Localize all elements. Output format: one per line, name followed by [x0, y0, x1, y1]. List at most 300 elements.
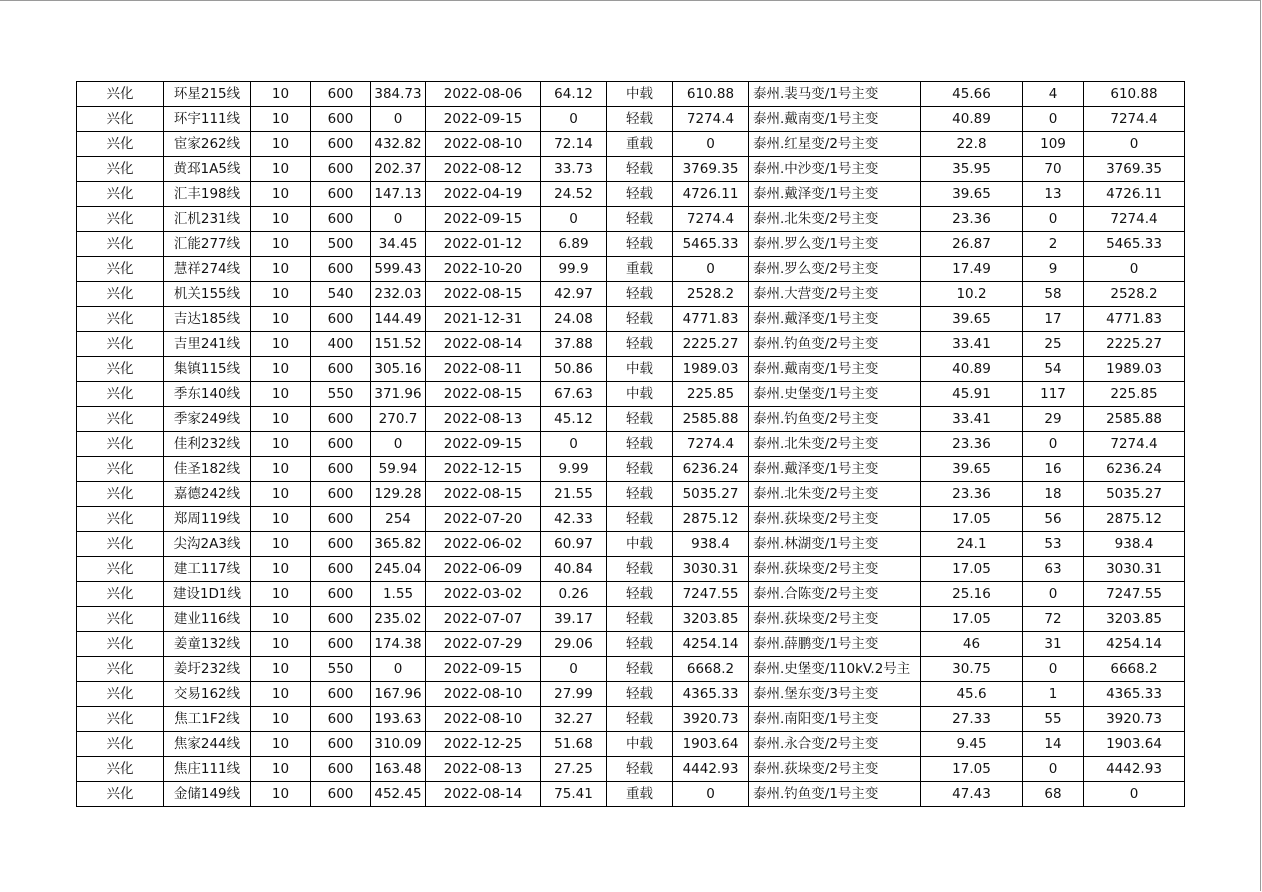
substation-transformer-cell: 泰州.钓鱼变/1号主变 — [749, 782, 921, 807]
voltage-cell: 10 — [251, 682, 311, 707]
current-cell: 193.63 — [371, 707, 426, 732]
voltage-cell: 10 — [251, 132, 311, 157]
region-cell: 兴化 — [77, 282, 164, 307]
capacity-cell: 225.85 — [673, 382, 749, 407]
line-name-cell: 环星215线 — [164, 82, 251, 107]
date-cell: 2022-08-13 — [426, 757, 541, 782]
available-capacity-cell: 6668.2 — [1084, 657, 1185, 682]
substation-transformer-cell: 泰州.大营变/2号主变 — [749, 282, 921, 307]
line-name-cell: 汇能277线 — [164, 232, 251, 257]
capacity-cell: 0 — [673, 132, 749, 157]
substation-transformer-cell: 泰州.罗么变/1号主变 — [749, 232, 921, 257]
date-cell: 2022-08-15 — [426, 482, 541, 507]
line-name-cell: 焦庄111线 — [164, 757, 251, 782]
available-capacity-cell: 1903.64 — [1084, 732, 1185, 757]
rated-current-cell: 600 — [311, 632, 371, 657]
rated-current-cell: 600 — [311, 607, 371, 632]
rated-current-cell: 600 — [311, 407, 371, 432]
current-cell: 129.28 — [371, 482, 426, 507]
transformer-load-rate-cell: 40.89 — [921, 357, 1023, 382]
current-cell: 245.04 — [371, 557, 426, 582]
region-cell: 兴化 — [77, 257, 164, 282]
load-rate-cell: 39.17 — [541, 607, 607, 632]
line-name-cell: 佳利232线 — [164, 432, 251, 457]
count-cell: 9 — [1023, 257, 1084, 282]
count-cell: 17 — [1023, 307, 1084, 332]
available-capacity-cell: 3030.31 — [1084, 557, 1185, 582]
load-rate-cell: 0 — [541, 107, 607, 132]
available-capacity-cell: 7274.4 — [1084, 432, 1185, 457]
count-cell: 16 — [1023, 457, 1084, 482]
date-cell: 2022-08-10 — [426, 132, 541, 157]
load-status-cell: 轻载 — [607, 757, 673, 782]
line-name-cell: 金储149线 — [164, 782, 251, 807]
region-cell: 兴化 — [77, 582, 164, 607]
region-cell: 兴化 — [77, 207, 164, 232]
load-status-cell: 轻载 — [607, 282, 673, 307]
load-status-cell: 轻载 — [607, 457, 673, 482]
available-capacity-cell: 4771.83 — [1084, 307, 1185, 332]
voltage-cell: 10 — [251, 632, 311, 657]
load-status-cell: 重载 — [607, 782, 673, 807]
line-name-cell: 尖沟2A3线 — [164, 532, 251, 557]
table-row — [77, 482, 1185, 507]
line-name-cell: 姜圩232线 — [164, 657, 251, 682]
line-name-cell: 环宇111线 — [164, 107, 251, 132]
available-capacity-cell: 3203.85 — [1084, 607, 1185, 632]
capacity-cell: 4365.33 — [673, 682, 749, 707]
load-rate-cell: 24.52 — [541, 182, 607, 207]
transformer-load-rate-cell: 17.05 — [921, 607, 1023, 632]
rated-current-cell: 600 — [311, 507, 371, 532]
load-status-cell: 轻载 — [607, 432, 673, 457]
load-status-cell: 轻载 — [607, 682, 673, 707]
date-cell: 2022-09-15 — [426, 107, 541, 132]
load-rate-cell: 24.08 — [541, 307, 607, 332]
capacity-cell: 0 — [673, 257, 749, 282]
voltage-cell: 10 — [251, 307, 311, 332]
rated-current-cell: 550 — [311, 382, 371, 407]
substation-transformer-cell: 泰州.史堡变/1号主变 — [749, 382, 921, 407]
available-capacity-cell: 5035.27 — [1084, 482, 1185, 507]
date-cell: 2022-06-02 — [426, 532, 541, 557]
region-cell: 兴化 — [77, 357, 164, 382]
load-status-cell: 轻载 — [607, 157, 673, 182]
date-cell: 2022-08-10 — [426, 682, 541, 707]
region-cell: 兴化 — [77, 457, 164, 482]
count-cell: 0 — [1023, 657, 1084, 682]
line-name-cell: 黄邳1A5线 — [164, 157, 251, 182]
rated-current-cell: 600 — [311, 432, 371, 457]
rated-current-cell: 600 — [311, 207, 371, 232]
transformer-load-rate-cell: 47.43 — [921, 782, 1023, 807]
load-rate-cell: 60.97 — [541, 532, 607, 557]
capacity-cell: 4442.93 — [673, 757, 749, 782]
date-cell: 2022-08-06 — [426, 82, 541, 107]
load-rate-cell: 27.99 — [541, 682, 607, 707]
load-rate-cell: 33.73 — [541, 157, 607, 182]
date-cell: 2022-04-19 — [426, 182, 541, 207]
date-cell: 2022-10-20 — [426, 257, 541, 282]
voltage-cell: 10 — [251, 732, 311, 757]
load-status-cell: 轻载 — [607, 207, 673, 232]
current-cell: 0 — [371, 107, 426, 132]
transformer-load-rate-cell: 45.6 — [921, 682, 1023, 707]
load-status-cell: 轻载 — [607, 607, 673, 632]
rated-current-cell: 600 — [311, 732, 371, 757]
count-cell: 2 — [1023, 232, 1084, 257]
substation-transformer-cell: 泰州.罗么变/2号主变 — [749, 257, 921, 282]
load-status-cell: 轻载 — [607, 657, 673, 682]
rated-current-cell: 600 — [311, 782, 371, 807]
load-rate-cell: 45.12 — [541, 407, 607, 432]
voltage-cell: 10 — [251, 457, 311, 482]
load-rate-cell: 27.25 — [541, 757, 607, 782]
substation-transformer-cell: 泰州.荻垛变/2号主变 — [749, 757, 921, 782]
voltage-cell: 10 — [251, 757, 311, 782]
load-status-cell: 轻载 — [607, 182, 673, 207]
available-capacity-cell: 610.88 — [1084, 82, 1185, 107]
table-row — [77, 157, 1185, 182]
substation-transformer-cell: 泰州.北朱变/2号主变 — [749, 207, 921, 232]
date-cell: 2022-08-13 — [426, 407, 541, 432]
capacity-cell: 4726.11 — [673, 182, 749, 207]
load-status-cell: 轻载 — [607, 407, 673, 432]
rated-current-cell: 600 — [311, 132, 371, 157]
available-capacity-cell: 225.85 — [1084, 382, 1185, 407]
substation-transformer-cell: 泰州.戴南变/1号主变 — [749, 357, 921, 382]
available-capacity-cell: 0 — [1084, 782, 1185, 807]
transformer-load-rate-cell: 17.05 — [921, 757, 1023, 782]
load-rate-cell: 0 — [541, 432, 607, 457]
count-cell: 0 — [1023, 757, 1084, 782]
date-cell: 2022-08-10 — [426, 707, 541, 732]
load-rate-cell: 75.41 — [541, 782, 607, 807]
load-status-cell: 轻载 — [607, 507, 673, 532]
capacity-cell: 7274.4 — [673, 107, 749, 132]
date-cell: 2022-12-25 — [426, 732, 541, 757]
count-cell: 0 — [1023, 432, 1084, 457]
available-capacity-cell: 4442.93 — [1084, 757, 1185, 782]
capacity-cell: 610.88 — [673, 82, 749, 107]
region-cell: 兴化 — [77, 707, 164, 732]
available-capacity-cell: 0 — [1084, 132, 1185, 157]
load-status-cell: 轻载 — [607, 582, 673, 607]
voltage-cell: 10 — [251, 782, 311, 807]
current-cell: 310.09 — [371, 732, 426, 757]
substation-transformer-cell: 泰州.荻垛变/2号主变 — [749, 607, 921, 632]
region-cell: 兴化 — [77, 407, 164, 432]
current-cell: 167.96 — [371, 682, 426, 707]
capacity-cell: 6236.24 — [673, 457, 749, 482]
current-cell: 144.49 — [371, 307, 426, 332]
load-rate-cell: 21.55 — [541, 482, 607, 507]
region-cell: 兴化 — [77, 332, 164, 357]
substation-transformer-cell: 泰州.永合变/2号主变 — [749, 732, 921, 757]
date-cell: 2022-09-15 — [426, 657, 541, 682]
capacity-cell: 3030.31 — [673, 557, 749, 582]
transformer-load-rate-cell: 10.2 — [921, 282, 1023, 307]
table-row — [77, 307, 1185, 332]
voltage-cell: 10 — [251, 657, 311, 682]
substation-transformer-cell: 泰州.裴马变/1号主变 — [749, 82, 921, 107]
date-cell: 2022-12-15 — [426, 457, 541, 482]
table-row — [77, 257, 1185, 282]
transformer-load-rate-cell: 46 — [921, 632, 1023, 657]
count-cell: 55 — [1023, 707, 1084, 732]
region-cell: 兴化 — [77, 732, 164, 757]
date-cell: 2022-06-09 — [426, 557, 541, 582]
load-rate-cell: 6.89 — [541, 232, 607, 257]
load-rate-cell: 67.63 — [541, 382, 607, 407]
load-rate-cell: 29.06 — [541, 632, 607, 657]
transformer-load-rate-cell: 17.05 — [921, 507, 1023, 532]
transformer-load-rate-cell: 17.49 — [921, 257, 1023, 282]
available-capacity-cell: 7274.4 — [1084, 207, 1185, 232]
load-status-cell: 重载 — [607, 257, 673, 282]
rated-current-cell: 600 — [311, 757, 371, 782]
region-cell: 兴化 — [77, 382, 164, 407]
voltage-cell: 10 — [251, 257, 311, 282]
table-row — [77, 132, 1185, 157]
line-name-cell: 嘉德242线 — [164, 482, 251, 507]
capacity-cell: 3203.85 — [673, 607, 749, 632]
load-rate-cell: 50.86 — [541, 357, 607, 382]
table-row — [77, 357, 1185, 382]
count-cell: 109 — [1023, 132, 1084, 157]
table-row — [77, 507, 1185, 532]
line-name-cell: 集镇115线 — [164, 357, 251, 382]
table-row — [77, 757, 1185, 782]
table-row — [77, 682, 1185, 707]
available-capacity-cell: 0 — [1084, 257, 1185, 282]
current-cell: 432.82 — [371, 132, 426, 157]
count-cell: 0 — [1023, 207, 1084, 232]
current-cell: 202.37 — [371, 157, 426, 182]
load-status-cell: 轻载 — [607, 332, 673, 357]
voltage-cell: 10 — [251, 332, 311, 357]
capacity-cell: 7274.4 — [673, 207, 749, 232]
count-cell: 31 — [1023, 632, 1084, 657]
transformer-load-rate-cell: 40.89 — [921, 107, 1023, 132]
rated-current-cell: 600 — [311, 482, 371, 507]
available-capacity-cell: 4254.14 — [1084, 632, 1185, 657]
date-cell: 2022-08-12 — [426, 157, 541, 182]
substation-transformer-cell: 泰州.林湖变/1号主变 — [749, 532, 921, 557]
count-cell: 58 — [1023, 282, 1084, 307]
available-capacity-cell: 7274.4 — [1084, 107, 1185, 132]
table-row — [77, 82, 1185, 107]
line-name-cell: 建业116线 — [164, 607, 251, 632]
load-rate-cell: 9.99 — [541, 457, 607, 482]
region-cell: 兴化 — [77, 532, 164, 557]
table-row — [77, 782, 1185, 807]
available-capacity-cell: 1989.03 — [1084, 357, 1185, 382]
count-cell: 14 — [1023, 732, 1084, 757]
region-cell: 兴化 — [77, 657, 164, 682]
transformer-load-rate-cell: 23.36 — [921, 207, 1023, 232]
transformer-load-rate-cell: 45.91 — [921, 382, 1023, 407]
table-row — [77, 182, 1185, 207]
current-cell: 599.43 — [371, 257, 426, 282]
table-row — [77, 607, 1185, 632]
load-rate-cell: 32.27 — [541, 707, 607, 732]
line-name-cell: 焦工1F2线 — [164, 707, 251, 732]
rated-current-cell: 600 — [311, 82, 371, 107]
load-rate-cell: 0 — [541, 657, 607, 682]
rated-current-cell: 540 — [311, 282, 371, 307]
substation-transformer-cell: 泰州.戴泽变/1号主变 — [749, 457, 921, 482]
table-row — [77, 282, 1185, 307]
table-row — [77, 432, 1185, 457]
region-cell: 兴化 — [77, 157, 164, 182]
table-row — [77, 657, 1185, 682]
voltage-cell: 10 — [251, 82, 311, 107]
count-cell: 53 — [1023, 532, 1084, 557]
region-cell: 兴化 — [77, 682, 164, 707]
date-cell: 2022-08-14 — [426, 332, 541, 357]
rated-current-cell: 400 — [311, 332, 371, 357]
current-cell: 384.73 — [371, 82, 426, 107]
load-rate-cell: 42.33 — [541, 507, 607, 532]
load-status-cell: 中载 — [607, 532, 673, 557]
count-cell: 4 — [1023, 82, 1084, 107]
substation-transformer-cell: 泰州.中沙变/1号主变 — [749, 157, 921, 182]
voltage-cell: 10 — [251, 157, 311, 182]
capacity-cell: 4254.14 — [673, 632, 749, 657]
transformer-load-rate-cell: 27.33 — [921, 707, 1023, 732]
load-rate-cell: 37.88 — [541, 332, 607, 357]
voltage-cell: 10 — [251, 382, 311, 407]
line-name-cell: 季家249线 — [164, 407, 251, 432]
transformer-load-rate-cell: 23.36 — [921, 432, 1023, 457]
line-name-cell: 慧祥274线 — [164, 257, 251, 282]
region-cell: 兴化 — [77, 182, 164, 207]
current-cell: 270.7 — [371, 407, 426, 432]
load-rate-cell: 64.12 — [541, 82, 607, 107]
available-capacity-cell: 6236.24 — [1084, 457, 1185, 482]
load-status-cell: 轻载 — [607, 557, 673, 582]
table-row — [77, 707, 1185, 732]
voltage-cell: 10 — [251, 407, 311, 432]
current-cell: 365.82 — [371, 532, 426, 557]
line-name-cell: 汇丰198线 — [164, 182, 251, 207]
date-cell: 2022-07-20 — [426, 507, 541, 532]
voltage-cell: 10 — [251, 182, 311, 207]
rated-current-cell: 600 — [311, 582, 371, 607]
current-cell: 59.94 — [371, 457, 426, 482]
available-capacity-cell: 2875.12 — [1084, 507, 1185, 532]
current-cell: 174.38 — [371, 632, 426, 657]
count-cell: 13 — [1023, 182, 1084, 207]
count-cell: 56 — [1023, 507, 1084, 532]
voltage-cell: 10 — [251, 432, 311, 457]
count-cell: 29 — [1023, 407, 1084, 432]
date-cell: 2022-08-14 — [426, 782, 541, 807]
date-cell: 2022-09-15 — [426, 207, 541, 232]
available-capacity-cell: 2528.2 — [1084, 282, 1185, 307]
table-row — [77, 732, 1185, 757]
table-row — [77, 557, 1185, 582]
line-name-cell: 焦家244线 — [164, 732, 251, 757]
line-name-cell: 吉达185线 — [164, 307, 251, 332]
voltage-cell: 10 — [251, 482, 311, 507]
load-rate-cell: 99.9 — [541, 257, 607, 282]
voltage-cell: 10 — [251, 707, 311, 732]
region-cell: 兴化 — [77, 107, 164, 132]
rated-current-cell: 600 — [311, 357, 371, 382]
rated-current-cell: 600 — [311, 557, 371, 582]
load-status-cell: 中载 — [607, 82, 673, 107]
table-row — [77, 207, 1185, 232]
rated-current-cell: 600 — [311, 457, 371, 482]
capacity-cell: 4771.83 — [673, 307, 749, 332]
region-cell: 兴化 — [77, 757, 164, 782]
capacity-cell: 2875.12 — [673, 507, 749, 532]
line-name-cell: 郑周119线 — [164, 507, 251, 532]
date-cell: 2022-07-07 — [426, 607, 541, 632]
rated-current-cell: 600 — [311, 182, 371, 207]
region-cell: 兴化 — [77, 132, 164, 157]
feeder-load-table — [76, 81, 1185, 807]
capacity-cell: 0 — [673, 782, 749, 807]
substation-transformer-cell: 泰州.钓鱼变/2号主变 — [749, 332, 921, 357]
transformer-load-rate-cell: 45.66 — [921, 82, 1023, 107]
region-cell: 兴化 — [77, 82, 164, 107]
available-capacity-cell: 4726.11 — [1084, 182, 1185, 207]
region-cell: 兴化 — [77, 782, 164, 807]
substation-transformer-cell: 泰州.荻垛变/2号主变 — [749, 507, 921, 532]
available-capacity-cell: 7247.55 — [1084, 582, 1185, 607]
date-cell: 2022-01-12 — [426, 232, 541, 257]
region-cell: 兴化 — [77, 632, 164, 657]
load-status-cell: 中载 — [607, 382, 673, 407]
substation-transformer-cell: 泰州.红星变/2号主变 — [749, 132, 921, 157]
count-cell: 68 — [1023, 782, 1084, 807]
current-cell: 34.45 — [371, 232, 426, 257]
current-cell: 147.13 — [371, 182, 426, 207]
transformer-load-rate-cell: 26.87 — [921, 232, 1023, 257]
transformer-load-rate-cell: 33.41 — [921, 332, 1023, 357]
available-capacity-cell: 3769.35 — [1084, 157, 1185, 182]
load-status-cell: 轻载 — [607, 632, 673, 657]
line-name-cell: 宦家262线 — [164, 132, 251, 157]
rated-current-cell: 600 — [311, 532, 371, 557]
load-status-cell: 轻载 — [607, 307, 673, 332]
count-cell: 70 — [1023, 157, 1084, 182]
count-cell: 0 — [1023, 582, 1084, 607]
current-cell: 1.55 — [371, 582, 426, 607]
table-row — [77, 332, 1185, 357]
voltage-cell: 10 — [251, 282, 311, 307]
substation-transformer-cell: 泰州.合陈变/2号主变 — [749, 582, 921, 607]
capacity-cell: 3769.35 — [673, 157, 749, 182]
load-rate-cell: 40.84 — [541, 557, 607, 582]
load-rate-cell: 72.14 — [541, 132, 607, 157]
date-cell: 2022-08-15 — [426, 282, 541, 307]
load-status-cell: 轻载 — [607, 482, 673, 507]
substation-transformer-cell: 泰州.戴南变/1号主变 — [749, 107, 921, 132]
current-cell: 0 — [371, 432, 426, 457]
region-cell: 兴化 — [77, 557, 164, 582]
rated-current-cell: 600 — [311, 257, 371, 282]
load-status-cell: 轻载 — [607, 232, 673, 257]
transformer-load-rate-cell: 39.65 — [921, 457, 1023, 482]
region-cell: 兴化 — [77, 482, 164, 507]
current-cell: 0 — [371, 207, 426, 232]
capacity-cell: 2585.88 — [673, 407, 749, 432]
rated-current-cell: 600 — [311, 307, 371, 332]
